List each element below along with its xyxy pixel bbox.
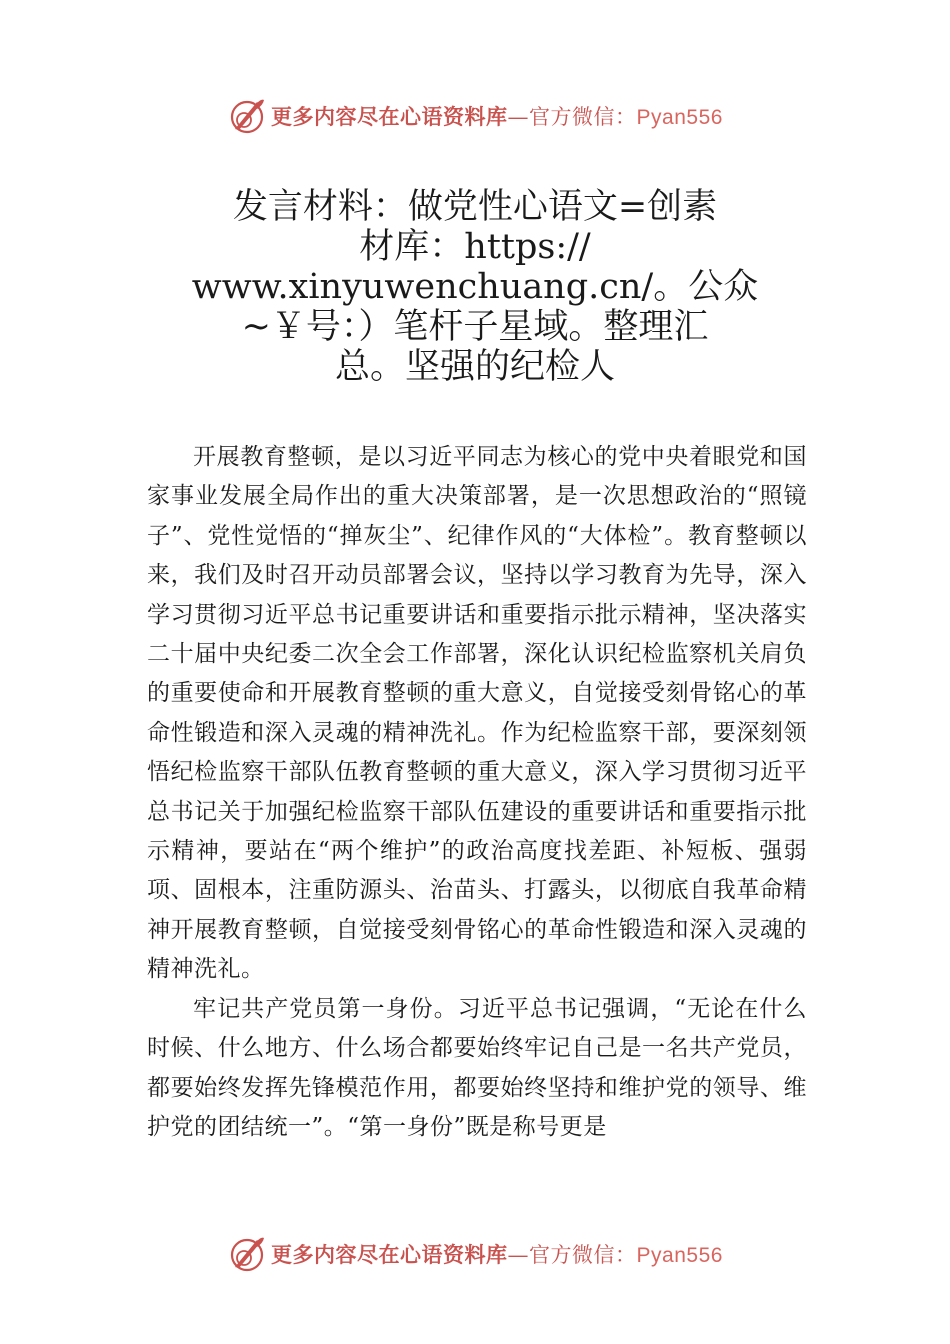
banner-wechat-id: Pyan556: [636, 1244, 723, 1267]
banner-text: [271, 101, 723, 131]
body-paragraph: 开展教育整顿，是以习近平同志为核心的党中央着眼党和国家事业发展全局作出的重大决策部署，是一次思想政治的“照镜子”、党性觉悟的“掸灰尘”、纪律作风的“大体检”。教育整顿以来，我们及时召开动员部署会议，坚持以学习教育为先导，深入学习贯彻习近平总书记重要讲话和重要指示批示精神，坚决落实二十届中央纪委二次全会工作部署，深化认识纪检监察机关肩负的重要使命和开展教育整顿的重大意义，自觉接受刻骨铭心的革命性锻造和深入灵魂的精神洗礼。作为纪检监察干部，要深刻领悟纪检监察干部队伍教育整顿的重大意义，深入学习贯彻习近平总书记关于加强纪检监察干部队伍建设的重要讲话和重要指示批示精神，要站在“两个维护”的政治高度找差距、补短板、强弱项、固根本，注重防源头、治苗头、打露头，以彻底自我革命精神开展教育整顿，自觉接受刻骨铭心的革命性锻造和深入灵魂的精神洗礼。: [147, 444, 807, 983]
banner-brand: 更多内容尽在心语资料库: [271, 1242, 508, 1267]
footer-banner: [0, 1232, 950, 1276]
document-title: [0, 187, 950, 387]
banner-dash: —: [507, 1243, 530, 1267]
banner-dash: —: [507, 105, 530, 129]
title-line: 总。坚强的纪检人: [334, 347, 615, 387]
title-line: 材库：https://: [359, 227, 591, 267]
banner-wechat-label: 官方微信：: [529, 1243, 637, 1267]
quill-circle-icon: [227, 1234, 267, 1274]
quill-circle-icon: [227, 96, 267, 136]
banner-wechat-label: 官方微信：: [529, 105, 637, 129]
document-body: [147, 438, 807, 1147]
banner-wechat-id: Pyan556: [636, 106, 723, 129]
banner-brand: 更多内容尽在心语资料库: [271, 104, 508, 129]
title-line: 发言材料：做党性心语文=创素: [232, 187, 718, 227]
body-paragraph: 牢记共产党员第一身份。习近平总书记强调，“无论在什么时候、什么地方、什么场合都要始终牢记自己是一名共产党员，都要始终发挥先锋模范作用，都要始终坚持和维护党的领导、维护党的团结统一”。“第一身份”既是称号更是: [147, 995, 807, 1140]
banner-text: [271, 1239, 723, 1269]
header-banner: [0, 94, 950, 138]
title-line: ~￥号：）笔杆子星域。整理汇: [241, 307, 709, 347]
title-line: www.xinyuwenchuang.cn/。公众: [191, 267, 759, 307]
